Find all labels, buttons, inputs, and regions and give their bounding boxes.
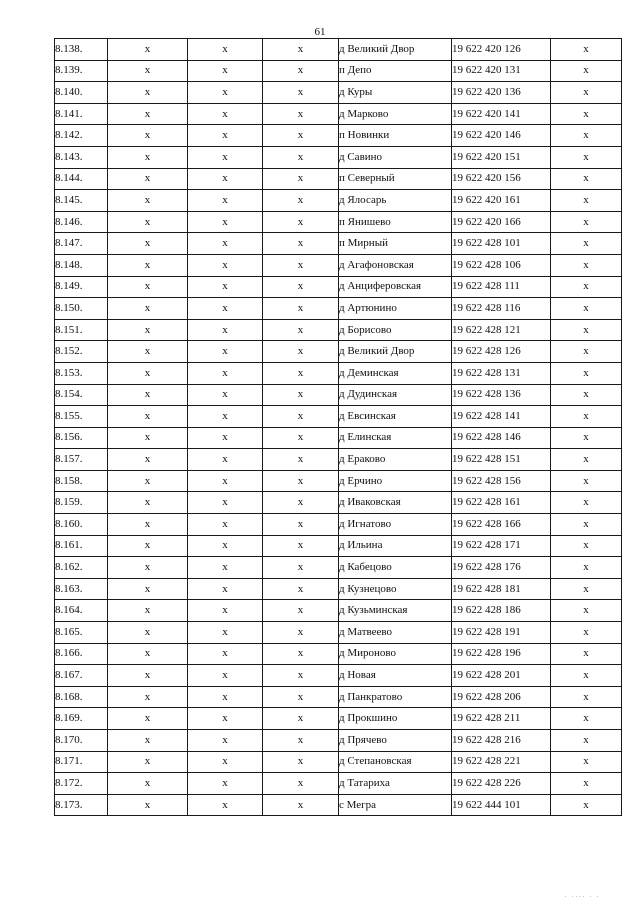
placeholder-cell-3: x <box>263 362 339 384</box>
settlement-name-cell: д Борисово <box>339 319 452 341</box>
placeholder-cell-3: x <box>263 794 339 816</box>
settlement-name-cell: д Игнатово <box>339 514 452 536</box>
placeholder-cell-4: x <box>551 514 622 536</box>
placeholder-cell-2: x <box>188 254 263 276</box>
settlement-name-cell: д Марково <box>339 103 452 125</box>
placeholder-cell-3: x <box>263 146 339 168</box>
placeholder-cell-1: x <box>108 211 188 233</box>
oktmo-code-cell: 19 622 428 156 <box>452 470 551 492</box>
placeholder-cell-4: x <box>551 643 622 665</box>
placeholder-cell-1: x <box>108 730 188 752</box>
row-number-cell: 8.165. <box>55 622 108 644</box>
settlement-name-cell: д Евсинская <box>339 406 452 428</box>
row-number-cell: 8.144. <box>55 168 108 190</box>
oktmo-code-cell: 19 622 428 191 <box>452 622 551 644</box>
placeholder-cell-2: x <box>188 298 263 320</box>
placeholder-cell-2: x <box>188 103 263 125</box>
table-row <box>55 254 622 276</box>
table-row <box>55 449 622 471</box>
table-row <box>55 622 622 644</box>
table-row <box>55 578 622 600</box>
placeholder-cell-3: x <box>263 514 339 536</box>
settlement-name-cell: д Кузнецово <box>339 578 452 600</box>
placeholder-cell-4: x <box>551 427 622 449</box>
settlement-name-cell: д Артюнино <box>339 298 452 320</box>
scan-artifact-marks: . .... . . <box>565 893 600 899</box>
placeholder-cell-4: x <box>551 276 622 298</box>
placeholder-cell-1: x <box>108 492 188 514</box>
placeholder-cell-3: x <box>263 730 339 752</box>
row-number-cell: 8.156. <box>55 427 108 449</box>
row-number-cell: 8.147. <box>55 233 108 255</box>
table-row <box>55 773 622 795</box>
placeholder-cell-1: x <box>108 168 188 190</box>
placeholder-cell-2: x <box>188 233 263 255</box>
oktmo-code-cell: 19 622 420 141 <box>452 103 551 125</box>
placeholder-cell-3: x <box>263 406 339 428</box>
settlement-name-cell: п Новинки <box>339 125 452 147</box>
settlement-name-cell: д Панкратово <box>339 686 452 708</box>
settlement-name-cell: п Янишево <box>339 211 452 233</box>
placeholder-cell-4: x <box>551 600 622 622</box>
placeholder-cell-2: x <box>188 492 263 514</box>
placeholder-cell-2: x <box>188 211 263 233</box>
table-row <box>55 39 622 61</box>
placeholder-cell-1: x <box>108 427 188 449</box>
placeholder-cell-1: x <box>108 557 188 579</box>
placeholder-cell-3: x <box>263 492 339 514</box>
oktmo-code-cell: 19 622 428 216 <box>452 730 551 752</box>
placeholder-cell-2: x <box>188 39 263 61</box>
oktmo-code-cell: 19 622 420 131 <box>452 60 551 82</box>
row-number-cell: 8.166. <box>55 643 108 665</box>
placeholder-cell-2: x <box>188 362 263 384</box>
settlement-name-cell: д Ялосарь <box>339 190 452 212</box>
placeholder-cell-3: x <box>263 773 339 795</box>
placeholder-cell-3: x <box>263 622 339 644</box>
placeholder-cell-1: x <box>108 751 188 773</box>
placeholder-cell-4: x <box>551 146 622 168</box>
placeholder-cell-3: x <box>263 600 339 622</box>
row-number-cell: 8.167. <box>55 665 108 687</box>
placeholder-cell-4: x <box>551 492 622 514</box>
placeholder-cell-4: x <box>551 190 622 212</box>
row-number-cell: 8.151. <box>55 319 108 341</box>
table-row <box>55 103 622 125</box>
row-number-cell: 8.158. <box>55 470 108 492</box>
oktmo-code-cell: 19 622 428 171 <box>452 535 551 557</box>
settlement-name-cell: д Деминская <box>339 362 452 384</box>
placeholder-cell-3: x <box>263 578 339 600</box>
placeholder-cell-4: x <box>551 254 622 276</box>
settlement-name-cell: д Иваковская <box>339 492 452 514</box>
placeholder-cell-4: x <box>551 60 622 82</box>
row-number-cell: 8.168. <box>55 686 108 708</box>
placeholder-cell-3: x <box>263 708 339 730</box>
placeholder-cell-3: x <box>263 557 339 579</box>
row-number-cell: 8.141. <box>55 103 108 125</box>
placeholder-cell-1: x <box>108 449 188 471</box>
placeholder-cell-4: x <box>551 751 622 773</box>
placeholder-cell-3: x <box>263 233 339 255</box>
placeholder-cell-4: x <box>551 557 622 579</box>
placeholder-cell-1: x <box>108 362 188 384</box>
placeholder-cell-3: x <box>263 449 339 471</box>
settlement-name-cell: д Великий Двор <box>339 39 452 61</box>
oktmo-code-cell: 19 622 428 181 <box>452 578 551 600</box>
table-body <box>55 39 622 816</box>
placeholder-cell-2: x <box>188 470 263 492</box>
settlement-name-cell: д Дудинская <box>339 384 452 406</box>
oktmo-code-cell: 19 622 428 186 <box>452 600 551 622</box>
table-row <box>55 233 622 255</box>
table-row <box>55 492 622 514</box>
placeholder-cell-2: x <box>188 82 263 104</box>
row-number-cell: 8.173. <box>55 794 108 816</box>
row-number-cell: 8.172. <box>55 773 108 795</box>
oktmo-code-cell: 19 622 428 106 <box>452 254 551 276</box>
table-row <box>55 211 622 233</box>
settlement-name-cell: д Куры <box>339 82 452 104</box>
table-row <box>55 362 622 384</box>
table-row <box>55 514 622 536</box>
oktmo-code-cell: 19 622 420 126 <box>452 39 551 61</box>
table-row <box>55 535 622 557</box>
table-row <box>55 298 622 320</box>
row-number-cell: 8.149. <box>55 276 108 298</box>
settlement-name-cell: д Кабецово <box>339 557 452 579</box>
row-number-cell: 8.153. <box>55 362 108 384</box>
placeholder-cell-1: x <box>108 60 188 82</box>
placeholder-cell-3: x <box>263 665 339 687</box>
placeholder-cell-4: x <box>551 319 622 341</box>
placeholder-cell-3: x <box>263 535 339 557</box>
placeholder-cell-1: x <box>108 406 188 428</box>
placeholder-cell-4: x <box>551 406 622 428</box>
row-number-cell: 8.154. <box>55 384 108 406</box>
oktmo-code-cell: 19 622 420 161 <box>452 190 551 212</box>
placeholder-cell-4: x <box>551 341 622 363</box>
settlement-name-cell: д Ильина <box>339 535 452 557</box>
settlement-name-cell: д Кузьминская <box>339 600 452 622</box>
row-number-cell: 8.163. <box>55 578 108 600</box>
placeholder-cell-2: x <box>188 146 263 168</box>
placeholder-cell-3: x <box>263 168 339 190</box>
settlement-name-cell: д Матвеево <box>339 622 452 644</box>
table-row <box>55 319 622 341</box>
placeholder-cell-3: x <box>263 686 339 708</box>
placeholder-cell-4: x <box>551 622 622 644</box>
settlement-name-cell: д Анциферовская <box>339 276 452 298</box>
settlement-name-cell: п Мирный <box>339 233 452 255</box>
placeholder-cell-2: x <box>188 190 263 212</box>
placeholder-cell-2: x <box>188 449 263 471</box>
placeholder-cell-2: x <box>188 406 263 428</box>
placeholder-cell-1: x <box>108 319 188 341</box>
placeholder-cell-1: x <box>108 233 188 255</box>
table-row <box>55 751 622 773</box>
placeholder-cell-1: x <box>108 643 188 665</box>
settlement-name-cell: д Татариха <box>339 773 452 795</box>
placeholder-cell-2: x <box>188 384 263 406</box>
oktmo-code-cell: 19 622 428 131 <box>452 362 551 384</box>
oktmo-code-cell: 19 622 428 221 <box>452 751 551 773</box>
placeholder-cell-1: x <box>108 39 188 61</box>
placeholder-cell-1: x <box>108 535 188 557</box>
table-row <box>55 125 622 147</box>
placeholder-cell-4: x <box>551 362 622 384</box>
placeholder-cell-4: x <box>551 168 622 190</box>
row-number-cell: 8.169. <box>55 708 108 730</box>
settlement-name-cell: д Савино <box>339 146 452 168</box>
placeholder-cell-1: x <box>108 190 188 212</box>
placeholder-cell-3: x <box>263 427 339 449</box>
placeholder-cell-3: x <box>263 190 339 212</box>
placeholder-cell-1: x <box>108 103 188 125</box>
placeholder-cell-4: x <box>551 298 622 320</box>
placeholder-cell-4: x <box>551 708 622 730</box>
placeholder-cell-3: x <box>263 470 339 492</box>
placeholder-cell-4: x <box>551 125 622 147</box>
placeholder-cell-2: x <box>188 276 263 298</box>
oktmo-code-cell: 19 622 428 151 <box>452 449 551 471</box>
placeholder-cell-3: x <box>263 211 339 233</box>
placeholder-cell-4: x <box>551 730 622 752</box>
table-row <box>55 146 622 168</box>
placeholder-cell-4: x <box>551 449 622 471</box>
placeholder-cell-3: x <box>263 384 339 406</box>
placeholder-cell-1: x <box>108 125 188 147</box>
placeholder-cell-2: x <box>188 773 263 795</box>
placeholder-cell-1: x <box>108 686 188 708</box>
placeholder-cell-2: x <box>188 686 263 708</box>
placeholder-cell-4: x <box>551 233 622 255</box>
placeholder-cell-2: x <box>188 514 263 536</box>
table-row <box>55 60 622 82</box>
settlement-name-cell: д Мироново <box>339 643 452 665</box>
oktmo-code-cell: 19 622 428 201 <box>452 665 551 687</box>
oktmo-code-cell: 19 622 428 206 <box>452 686 551 708</box>
placeholder-cell-3: x <box>263 751 339 773</box>
placeholder-cell-2: x <box>188 578 263 600</box>
placeholder-cell-4: x <box>551 470 622 492</box>
placeholder-cell-3: x <box>263 82 339 104</box>
placeholder-cell-2: x <box>188 125 263 147</box>
oktmo-code-cell: 19 622 420 146 <box>452 125 551 147</box>
table-row <box>55 82 622 104</box>
placeholder-cell-2: x <box>188 60 263 82</box>
placeholder-cell-1: x <box>108 254 188 276</box>
oktmo-code-cell: 19 622 428 226 <box>452 773 551 795</box>
placeholder-cell-3: x <box>263 125 339 147</box>
placeholder-cell-3: x <box>263 643 339 665</box>
placeholder-cell-2: x <box>188 665 263 687</box>
table-row <box>55 794 622 816</box>
placeholder-cell-3: x <box>263 60 339 82</box>
oktmo-code-cell: 19 622 428 136 <box>452 384 551 406</box>
oktmo-code-cell: 19 622 428 141 <box>452 406 551 428</box>
placeholder-cell-1: x <box>108 384 188 406</box>
row-number-cell: 8.146. <box>55 211 108 233</box>
placeholder-cell-4: x <box>551 794 622 816</box>
placeholder-cell-4: x <box>551 773 622 795</box>
placeholder-cell-2: x <box>188 557 263 579</box>
oktmo-code-cell: 19 622 428 126 <box>452 341 551 363</box>
table-row <box>55 708 622 730</box>
placeholder-cell-1: x <box>108 146 188 168</box>
row-number-cell: 8.138. <box>55 39 108 61</box>
placeholder-cell-4: x <box>551 82 622 104</box>
row-number-cell: 8.159. <box>55 492 108 514</box>
settlement-name-cell: д Ераково <box>339 449 452 471</box>
oktmo-code-cell: 19 622 420 166 <box>452 211 551 233</box>
row-number-cell: 8.143. <box>55 146 108 168</box>
row-number-cell: 8.171. <box>55 751 108 773</box>
placeholder-cell-2: x <box>188 643 263 665</box>
row-number-cell: 8.148. <box>55 254 108 276</box>
placeholder-cell-4: x <box>551 211 622 233</box>
placeholder-cell-2: x <box>188 622 263 644</box>
placeholder-cell-2: x <box>188 427 263 449</box>
settlement-name-cell: с Мегра <box>339 794 452 816</box>
settlement-name-cell: д Агафоновская <box>339 254 452 276</box>
placeholder-cell-2: x <box>188 730 263 752</box>
table-row <box>55 643 622 665</box>
oktmo-code-cell: 19 622 428 166 <box>452 514 551 536</box>
placeholder-cell-4: x <box>551 686 622 708</box>
oktmo-code-cell: 19 622 428 176 <box>452 557 551 579</box>
settlement-name-cell: п Депо <box>339 60 452 82</box>
placeholder-cell-2: x <box>188 319 263 341</box>
page-number: 61 <box>314 26 326 38</box>
table-row <box>55 384 622 406</box>
oktmo-code-cell: 19 622 444 101 <box>452 794 551 816</box>
settlement-name-cell: д Прокшино <box>339 708 452 730</box>
placeholder-cell-2: x <box>188 600 263 622</box>
placeholder-cell-1: x <box>108 622 188 644</box>
placeholder-cell-1: x <box>108 794 188 816</box>
settlement-name-cell: д Прячево <box>339 730 452 752</box>
oktmo-code-cell: 19 622 428 161 <box>452 492 551 514</box>
settlement-name-cell: д Елинская <box>339 427 452 449</box>
table-row <box>55 470 622 492</box>
placeholder-cell-2: x <box>188 751 263 773</box>
row-number-cell: 8.152. <box>55 341 108 363</box>
oktmo-code-cell: 19 622 428 146 <box>452 427 551 449</box>
placeholder-cell-4: x <box>551 39 622 61</box>
row-number-cell: 8.164. <box>55 600 108 622</box>
placeholder-cell-2: x <box>188 341 263 363</box>
table-row <box>55 686 622 708</box>
table-row <box>55 406 622 428</box>
placeholder-cell-4: x <box>551 665 622 687</box>
placeholder-cell-3: x <box>263 39 339 61</box>
placeholder-cell-3: x <box>263 319 339 341</box>
placeholder-cell-2: x <box>188 794 263 816</box>
table-row <box>55 168 622 190</box>
oktmo-code-cell: 19 622 420 151 <box>452 146 551 168</box>
placeholder-cell-4: x <box>551 578 622 600</box>
settlement-name-cell: п Северный <box>339 168 452 190</box>
table-row <box>55 190 622 212</box>
table-row <box>55 276 622 298</box>
row-number-cell: 8.157. <box>55 449 108 471</box>
oktmo-code-cell: 19 622 428 111 <box>452 276 551 298</box>
placeholder-cell-4: x <box>551 384 622 406</box>
placeholder-cell-3: x <box>263 298 339 320</box>
placeholder-cell-1: x <box>108 708 188 730</box>
oktmo-code-cell: 19 622 428 121 <box>452 319 551 341</box>
settlement-name-cell: д Ерчино <box>339 470 452 492</box>
row-number-cell: 8.160. <box>55 514 108 536</box>
placeholder-cell-1: x <box>108 470 188 492</box>
oktmo-code-cell: 19 622 420 136 <box>452 82 551 104</box>
table-row <box>55 557 622 579</box>
placeholder-cell-3: x <box>263 254 339 276</box>
placeholder-cell-1: x <box>108 298 188 320</box>
placeholder-cell-3: x <box>263 103 339 125</box>
row-number-cell: 8.170. <box>55 730 108 752</box>
table-row <box>55 341 622 363</box>
placeholder-cell-1: x <box>108 665 188 687</box>
table-row <box>55 730 622 752</box>
placeholder-cell-1: x <box>108 341 188 363</box>
oktmo-code-cell: 19 622 428 211 <box>452 708 551 730</box>
row-number-cell: 8.161. <box>55 535 108 557</box>
placeholder-cell-1: x <box>108 773 188 795</box>
placeholder-cell-1: x <box>108 578 188 600</box>
table-row <box>55 665 622 687</box>
oktmo-code-cell: 19 622 420 156 <box>452 168 551 190</box>
settlements-table <box>54 38 622 816</box>
placeholder-cell-1: x <box>108 600 188 622</box>
oktmo-code-cell: 19 622 428 196 <box>452 643 551 665</box>
row-number-cell: 8.142. <box>55 125 108 147</box>
row-number-cell: 8.139. <box>55 60 108 82</box>
row-number-cell: 8.150. <box>55 298 108 320</box>
oktmo-code-cell: 19 622 428 116 <box>452 298 551 320</box>
row-number-cell: 8.162. <box>55 557 108 579</box>
placeholder-cell-2: x <box>188 535 263 557</box>
placeholder-cell-4: x <box>551 103 622 125</box>
row-number-cell: 8.145. <box>55 190 108 212</box>
placeholder-cell-2: x <box>188 708 263 730</box>
placeholder-cell-4: x <box>551 535 622 557</box>
table-row <box>55 427 622 449</box>
oktmo-code-cell: 19 622 428 101 <box>452 233 551 255</box>
table-row <box>55 600 622 622</box>
settlement-name-cell: д Новая <box>339 665 452 687</box>
placeholder-cell-1: x <box>108 82 188 104</box>
row-number-cell: 8.155. <box>55 406 108 428</box>
placeholder-cell-3: x <box>263 276 339 298</box>
placeholder-cell-1: x <box>108 514 188 536</box>
placeholder-cell-1: x <box>108 276 188 298</box>
settlement-name-cell: д Степановская <box>339 751 452 773</box>
row-number-cell: 8.140. <box>55 82 108 104</box>
placeholder-cell-3: x <box>263 341 339 363</box>
placeholder-cell-2: x <box>188 168 263 190</box>
settlement-name-cell: д Великий Двор <box>339 341 452 363</box>
